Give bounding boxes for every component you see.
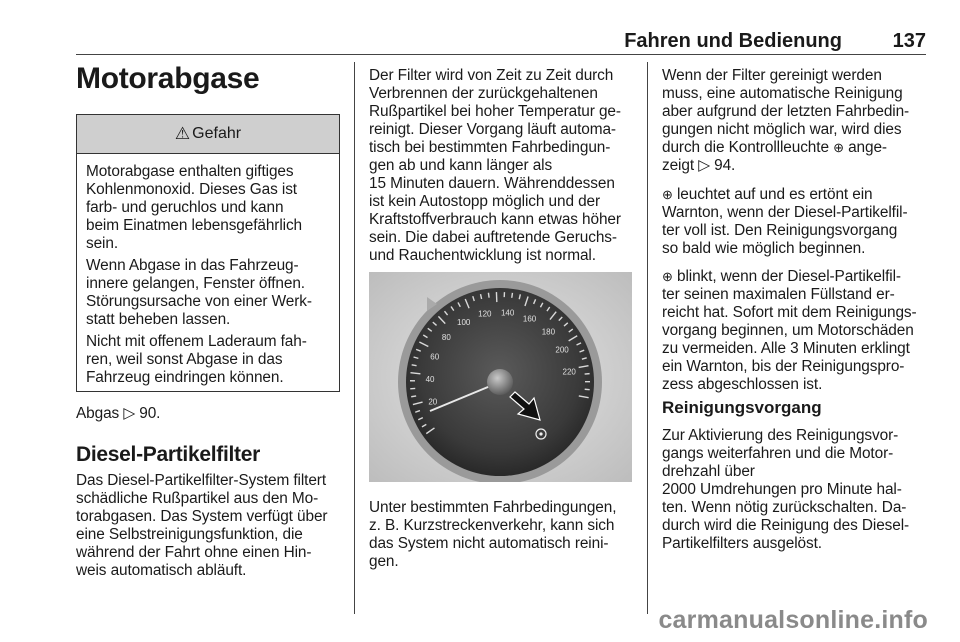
gauge-label: 80 xyxy=(441,333,451,343)
page-title: Motorabgase xyxy=(76,62,260,95)
diesel-paragraph: Das Diesel-Partikelfilter-System filtert schädliche Rußpartikel aus den Mo- torabgasen. Das System verfügt über eine Selbstreinigungsfunktion, die während der Fahrt ohne einen Hin- weis automatisch abläuft. xyxy=(76,472,328,579)
gauge-label: 220 xyxy=(562,367,576,377)
gauge-label: 120 xyxy=(478,309,492,319)
diesel-particle-filter-icon: ⊕ xyxy=(833,140,844,155)
danger-text-1: Motorabgase enthalten giftiges Kohlenmonoxid. Dieses Gas ist farb- und geruchlos und kann beim Einatmen lebensgefährlich sein. xyxy=(86,163,303,252)
page-number: 137 xyxy=(892,30,926,52)
cleaning-paragraph: Zur Aktivierung des Reinigungsvor- gangs weiterfahren und die Motor- drehzahl über 2000 Umdrehungen pro Minute hal- ten. Wenn nötig zurückschalten. Da- durch wird die Reinigung des Diesel- Partikelfilters ausgelöst. xyxy=(662,427,910,552)
gauge-label: 200 xyxy=(555,345,569,355)
section-heading-diesel: Diesel-Partikelfilter xyxy=(76,443,260,466)
gauge-tick xyxy=(512,293,513,298)
gauge-label: 60 xyxy=(430,352,440,362)
section-title: Fahren und Bedienung xyxy=(624,30,842,52)
danger-text-2: Wenn Abgase in das Fahrzeug- innere gelangen, Fenster öffnen. Störungsursache von einer Werk- statt beheben lassen. xyxy=(86,257,312,328)
gauge-label: 100 xyxy=(457,318,471,328)
reference-arrow-icon: ▷ xyxy=(698,157,710,174)
warning-triangle-icon: ⚠ xyxy=(174,124,191,143)
danger-text-3: Nicht mit offenem Laderaum fah- ren, weil sonst Abgase in das Fahrzeug eindringen können. xyxy=(86,333,307,386)
gauge-label: 20 xyxy=(428,397,438,407)
reference-arrow-icon: ▷ xyxy=(123,405,136,422)
column-divider-1 xyxy=(354,62,355,614)
conditions-paragraph: Unter bestimmten Fahrbedingungen, z. B. Kurzstreckenverkehr, kann sich das System nicht automatisch reini- gen. xyxy=(369,499,617,570)
danger-label: Gefahr xyxy=(192,125,242,142)
filter-paragraph: Der Filter wird von Zeit zu Zeit durch Verbrennen der zurückgehaltenen Rußpartikel bei hoher Temperatur ge- reinigt. Dieser Vorgang läuft automa- tisch bei bestimmten Fahrbedingun- gen ab und kann länger als 15 Minuten dauern. Währenddessen ist kein Autostopp möglich und der Kraftstoffverbrauch kann etwas höher sein. Die dabei auftretende Geruchs- und Rauchentwicklung ist normal. xyxy=(369,67,621,264)
cleaning-needed-paragraph: Wenn der Filter gereinigt werden muss, eine automatische Reinigung aber aufgrund der letzten Fahrbedin- gungen nicht möglich war, wird dies durch die Kontrollleuchte ⊕ ange- zeigt ▷ 94. xyxy=(662,67,910,174)
gauge-tick xyxy=(411,396,416,397)
gauge-label: 140 xyxy=(500,308,515,318)
gauge-tick xyxy=(488,293,489,298)
lights-paragraph: ⊕ leuchtet auf und es ertönt ein Warnton, wenn der Diesel-Partikelfil- ter voll ist. Den Reinigungsvorgang so bald wie möglich beginnen. xyxy=(662,186,908,257)
diesel-particle-filter-icon: ⊕ xyxy=(662,269,673,284)
cross-reference[interactable]: Abgas ▷ 90. xyxy=(76,405,161,422)
danger-box-header xyxy=(77,115,339,154)
diesel-particle-filter-icon: ⊕ xyxy=(662,187,673,202)
flashes-paragraph: ⊕ blinkt, wenn der Diesel-Partikelfil- ter seinen maximalen Füllstand er- reicht hat. Sofort mit dem Reinigungs- vorgang beginnen, um Motorschäden zu vermeiden. Alle 3 Minuten erklingt ein Warnton, bis der Reinigungspro- zess abgeschlossen ist. xyxy=(662,268,917,393)
gauge-label: 180 xyxy=(541,327,556,337)
header-rule xyxy=(76,54,926,55)
column-divider-2 xyxy=(647,62,648,614)
danger-box xyxy=(76,114,340,392)
gauge-label: 40 xyxy=(425,374,435,384)
gauge-label: 160 xyxy=(522,314,537,324)
watermark: carmanualsonline.info xyxy=(658,606,928,634)
section-heading-cleaning: Reinigungsvorgang xyxy=(662,398,822,417)
gauge-hub xyxy=(487,369,513,395)
speedometer-photo xyxy=(369,272,632,482)
gauge-tick xyxy=(412,365,417,366)
